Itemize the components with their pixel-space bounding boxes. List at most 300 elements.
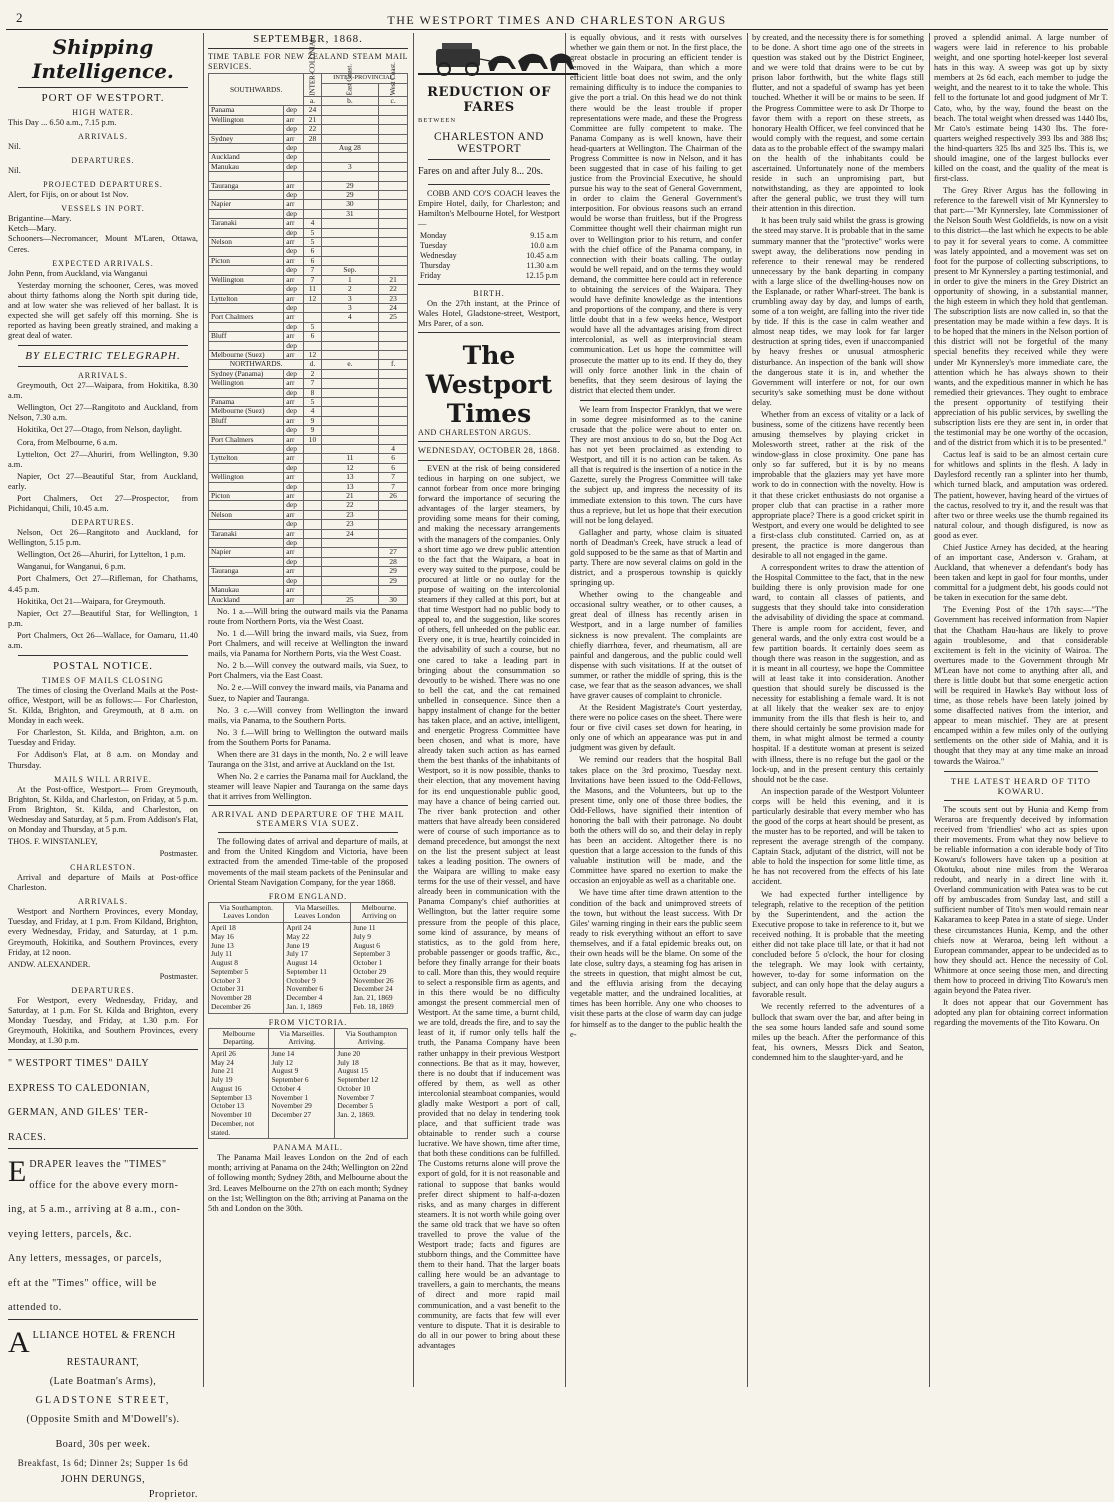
- port-cell: [209, 501, 284, 510]
- table-row: [209, 200, 408, 209]
- dep-arr-cell: arr: [284, 492, 304, 501]
- day-cell: Monday: [420, 231, 447, 241]
- date-cell: 26: [379, 492, 408, 501]
- table-row: [209, 106, 408, 115]
- advert-line: Breakfast, 1s 6d; Dinner 2s; Supper 1s 6d: [17, 1457, 189, 1468]
- timetable-note: No. 3 f.—Will bring to Wellington the outward mails from the Southern Ports for Panama.: [208, 727, 408, 747]
- date-cell: 28: [304, 134, 321, 143]
- date-cell: [321, 247, 379, 256]
- dep-arr-cell: dep: [284, 209, 304, 218]
- table-row: [209, 520, 408, 529]
- table-row: [209, 482, 408, 491]
- timetable-note: No. 2 e.—Will convey the inward mails, via Panama and Suez, to Napier and Tauranga.: [208, 683, 408, 703]
- article-text: We have time after time drawn attention to the condition of the back and unimproved streets of the town, but without the least success. With Dr Giles' warning ringing in their ears the public seem ready to risk everything without an effort to save themselves, and if a fatal epidemic breaks out, on their own heads will be the blame. On some of the late close, sultry days, a steaming fog has arisen in the streets in question, that might almost be cut, and the effluvia arising from the decaying vegetable matter, and the undrained localities, at times has been horrible. Any one who chooses to visit these parts at the close of warm day can judge for himself as to the danger to the public health the e-: [570, 888, 742, 1039]
- date-cell: [304, 313, 321, 322]
- article-text: Whether owing to the changeable and occasional sultry weather, or to other causes, a great deal of illness has recently arisen in Westport, and in a large number of families sickness is now prevalent. The complaints are chiefly diarrhœa, fever, and rheumatism, all are painful and dangerous, and the public could well dispense with such visitations. If at the outset of summer, or rather the middle of spring, this is the case, we fear that as the season advances, we shall have graver causes of complaint to chronicle.: [570, 590, 742, 700]
- charleston-departures-heading: DEPARTURES.: [71, 985, 135, 995]
- article-text: We had expected further intelligence by telegraph, relative to the reception of the petition by the Superintendent, and the action the Executive propose to take in reference to it, but we received nothing. It is probable that the meeting either did not take place till late, or that it had not concluded before 5 o'clock, the hour for closing the telegraph. We may look with certainty, however, to-day for some information on the subject, and can only hope that the delay augurs a favorable result.: [752, 889, 924, 1000]
- date-cell: 6: [304, 247, 321, 256]
- table-row: [209, 294, 408, 303]
- dep-arr-cell: arr: [284, 313, 304, 322]
- column-divider: [747, 33, 748, 1387]
- timetable-note: No. 1 a.—Will bring the outward mails via the Panama route from Northern Ports, via the West Coast.: [208, 606, 408, 626]
- dep-arr-cell: arr: [284, 115, 304, 124]
- table-row: [209, 115, 408, 124]
- date-cell: [321, 397, 379, 406]
- column-editorial: [418, 33, 560, 1387]
- coach-text: COBB AND CO'S COACH leaves the Empire Hotel, daily, for Charleston; and Hamilton's Melbourne Hotel, for Westport—: [418, 188, 560, 229]
- date-cell: [321, 426, 379, 435]
- date-cell: [321, 228, 379, 237]
- masthead: The Westport Times: [425, 341, 553, 429]
- table-row: [209, 445, 408, 454]
- port-cell: Auckland: [209, 153, 284, 162]
- dep-arr-cell: arr: [284, 181, 304, 190]
- date-cell: 23: [379, 294, 408, 303]
- dep-arr-cell: dep: [284, 445, 304, 454]
- date-cell: [379, 209, 408, 218]
- expected-text: John Penn, from Auckland, via Wanganui: [8, 268, 148, 278]
- dep-arr-cell: dep: [284, 463, 304, 472]
- date-cell: [379, 266, 408, 275]
- between-label: BETWEEN: [418, 117, 457, 124]
- port-cell: Sydney (Panama): [209, 369, 284, 378]
- letter-header: d.: [304, 360, 321, 369]
- date-cell: [304, 595, 321, 604]
- advert-line: GLADSTONE STREET,: [35, 1394, 171, 1406]
- divider: [18, 655, 188, 656]
- date-cell: 4: [304, 219, 321, 228]
- port-cell: Port Chalmers: [209, 435, 284, 444]
- date-cell: 13: [321, 473, 379, 482]
- table-row: [418, 241, 560, 251]
- date-cell: [379, 369, 408, 378]
- date-cell: 29: [379, 567, 408, 576]
- table-row: [418, 261, 560, 271]
- port-cell: Nelson: [209, 238, 284, 247]
- column-mail-timetable: [208, 33, 408, 1387]
- table-row: [209, 153, 408, 162]
- date-cell: 21: [321, 492, 379, 501]
- date-cell: [321, 548, 379, 557]
- port-cell: [209, 266, 284, 275]
- article-text: proved a splendid animal. A large number of wagers were laid in reference to his probable weight, and one sporting hotel-keeper lost several hats in this way. A sweep was got up by sixty members at 2s 6d each, each member to judge the weight, and the nearest to it to take the whole. This fell to the fortunate lot and good judgment of Mr T. Cato, who, by the way, found the beast on the beach. The total weight when dressed was 1440 lbs, Mr Cato's estimate being 1430 lbs. The fore-quarters weighed respectively 393 lbs and 388 lbs; the hind-quarters 325 lbs and 325 lbs. This is, we should imagine, one of the largest bullocks ever killed on the coast, and the quality of the meat is first-class.: [934, 33, 1108, 184]
- dep-arr-cell: arr: [284, 397, 304, 406]
- date-cell: [304, 501, 321, 510]
- mails-closing-text: The times of closing the Overland Mails at the Post-office, Westport, will be as follows:— For Charleston, St. Kilda, Brighton, and Greymouth, at 8 a.m. on Monday in each week.: [8, 685, 198, 726]
- table-row: [209, 275, 408, 284]
- date-cell: [379, 322, 408, 331]
- dep-arr-cell: arr: [284, 256, 304, 265]
- header-rule: [6, 29, 1108, 30]
- date-cell: [304, 510, 321, 519]
- table-row: [209, 125, 408, 134]
- date-cell: [379, 332, 408, 341]
- port-cell: Tauranga: [209, 181, 284, 190]
- port-cell: Picton: [209, 256, 284, 265]
- tel-arrivals-heading: ARRIVALS.: [78, 371, 128, 381]
- date-cell: 24: [304, 106, 321, 115]
- dep-arr-cell: dep: [284, 106, 304, 115]
- date-cell: [304, 172, 321, 181]
- table-cell: June 14 July 12 August 9 September 6 October 4 November 1 November 29 December 27: [269, 1048, 335, 1138]
- divider: [418, 284, 560, 285]
- table-row: [418, 251, 560, 261]
- date-cell: 25: [379, 313, 408, 322]
- dep-arr-cell: [284, 172, 304, 181]
- panama-mail-text: The Panama Mail leaves London on the 2nd of each month; arriving at Panama on the 24th; Wellington on 22nd of following month; Sydney 28th, and Melbourne about the 3rd. Leaves Melbourne on the 27th on each month; Sydney on the 1st; Wellington on the 8th; arriving at Panama on the 5th and London on the 30th.: [208, 1153, 408, 1213]
- charleston-sub: Arrival and departure of Mails at Post-office Charleston.: [8, 873, 198, 893]
- advert-line: EXPRESS TO CALEDONIAN,: [8, 1082, 151, 1094]
- dep-arr-cell: dep: [284, 388, 304, 397]
- date-cell: [304, 492, 321, 501]
- timetable-note: When there are 31 days in the month, No. 2 e will leave Tauranga on the 31st, and arrive at Auckland on the 1st.: [208, 749, 408, 769]
- date-cell: 6: [304, 332, 321, 341]
- date-cell: 21: [304, 115, 321, 124]
- table-row: [209, 416, 408, 425]
- dep-arr-cell: arr: [284, 350, 304, 359]
- date-cell: [304, 557, 321, 566]
- table-header: Melbourne. Arriving on: [351, 902, 408, 922]
- date-cell: [304, 445, 321, 454]
- postmaster-name: THOS. F. WINSTANLEY,: [8, 836, 98, 846]
- mails-arrive-text: At the Post-office, Westport— From Greymouth, Brighton, St. Kilda, and Charleston, on Friday, at 5 p.m. From Brighton, St. Kilda, and Charleston, on Wednesday and Saturday, at 5 p.m. From Addison's Flat, on Monday and Thursday, at 5 p.m.: [8, 784, 198, 834]
- mails-closing-heading: TIMES OF MAILS CLOSING: [42, 675, 164, 685]
- letter-header: f.: [379, 360, 408, 369]
- date-cell: 23: [321, 520, 379, 529]
- time-cell: 11.30 a.m: [526, 261, 558, 271]
- date-cell: 7: [304, 379, 321, 388]
- tel-arrivals-list: [8, 381, 198, 514]
- port-cell: Port Chalmers: [209, 313, 284, 322]
- date-cell: [321, 407, 379, 416]
- date-cell: 22: [321, 501, 379, 510]
- mails-closing-text: For Addison's Flat, at 8 a.m. on Monday and Thursday.: [8, 750, 198, 770]
- ceres-report: Yesterday morning the schooner, Ceres, was moved about thirty fathoms along the North spit during tide, and at low water she was relieved of her ballast. It is expected she will get safely off this morning. She is reported as having been greatly strained, and making a great deal of water.: [8, 280, 198, 341]
- from-england-heading: FROM ENGLAND.: [268, 891, 348, 901]
- table-header: Melbourne Departing.: [209, 1028, 269, 1048]
- dep-arr-cell: dep: [284, 341, 304, 350]
- northwards-label: NORTHWARDS.: [209, 360, 304, 369]
- projected-heading: PROJECTED DEPARTURES.: [43, 180, 163, 190]
- table-row: [418, 231, 560, 241]
- date-cell: 31: [321, 209, 379, 218]
- article-text: A correspondent writes to draw the attention of the Hospital Committee to the fact, that in the new building there is only provision made for one ward, to contain all classes of patients, and suggests that they should take into consideration the advisability of dividing the space at command. There is ample room for accident, fever, and general wards, and the only extra cost would be a few partition boards. It certainly does seem as though there was reason in the suggestion, and as it is meant in all courtesy, we hope the Committee will at least take it into consideration. Another question that should surely be discussed is the necessity for establishing a female ward. It is not at all likely that the weaker sex are to enjoy immunity from the ills that flesh is heir to, and there should certainly be some provision made for them, in what might almost be termed a county hospital. If a destitute woman at present is seized with illness, there is no refuge but the gaol or the lock-up, and in the present century this certainly should not be the case.: [752, 563, 924, 784]
- date-cell: [379, 125, 408, 134]
- table-cell: April 26 May 24 June 21 July 19 August 16 September 13 October 13 November 10 December, not stated.: [209, 1048, 269, 1138]
- dep-arr-cell: arr: [284, 595, 304, 604]
- article-text: An inspection parade of the Westport Volunteer corps will be held this evening, and it is particularly desirable that every member who has the good of the corps at heart should be present, as the muster has to be reported, and will be taken to represent the average strength of the company. Captain Stack, adjutant of the district, will not be able to hold the inspection for some little time, as he has not recovered from the effects of his late accident.: [752, 786, 924, 887]
- list-item: Port Chalmers, Oct 26—Wallace, for Oamaru, 11.40 a.m.: [8, 630, 198, 650]
- dep-arr-cell: dep: [284, 228, 304, 237]
- divider: [208, 805, 408, 806]
- southwards-label: SOUTHWARDS.: [209, 74, 304, 106]
- coach-illustration: [418, 39, 578, 79]
- table-row: [209, 492, 408, 501]
- day-cell: Friday: [420, 271, 441, 281]
- date-cell: Aug 28: [321, 144, 379, 153]
- telegraph-heading: BY ELECTRIC TELEGRAPH.: [25, 350, 181, 363]
- column-divider: [413, 33, 414, 1387]
- port-cell: Wellington: [209, 379, 284, 388]
- column-header: East Coast.: [321, 83, 379, 96]
- date-cell: 10: [304, 435, 321, 444]
- table-row: [209, 379, 408, 388]
- port-cell: [209, 426, 284, 435]
- dep-arr-cell: dep: [284, 426, 304, 435]
- dep-arr-cell: dep: [284, 144, 304, 153]
- date-cell: [304, 539, 321, 548]
- date-cell: [379, 586, 408, 595]
- article-text: by created, and the necessity there is for something to be done. A short time ago one of the streets in question was staked out by the District Engineer, and we were told that drains were to be cut by prison labor forthwith, but the white flags still flutter, and not a spadeful of swamp has yet been touched. Whether it will be or mains to be seen. If the Progress Committee were to ask Dr Thorpe to favor them with a report on these streets, as honorary Health Officer, we feel convinced that he would comply with the request, and some certain data as to the probable effect of the swampy malari on the health of the inhabitants could be ascertained. Unfortunately none of the members reside in such an unpromising part, but notwithstanding, as they are appointed to look after the general public, we trust they will turn their attention in this direction.: [752, 33, 924, 214]
- date-cell: 7: [379, 482, 408, 491]
- dep-arr-cell: dep: [284, 191, 304, 200]
- date-cell: [304, 144, 321, 153]
- vessels-text: Brigantine—Mary. Ketch—Mary. Schooners—Necromancer, Mount M'Laren, Ottawa, Ceres.: [8, 214, 198, 254]
- fares-text: Fares on and after July 8... 20s.: [418, 165, 543, 177]
- table-row: [209, 266, 408, 275]
- england-table: [208, 902, 408, 1014]
- list-item: Wellington, Oct 27—Rangitoto and Auckland, from Nelson, 7.30 a.m.: [8, 403, 198, 423]
- divider: [944, 800, 1098, 801]
- date-cell: 22: [304, 125, 321, 134]
- date-cell: [379, 426, 408, 435]
- table-header: Via Southampton. Leaves London: [209, 902, 284, 922]
- table-row: [418, 271, 560, 281]
- port-cell: Bluff: [209, 332, 284, 341]
- article-text: Cactus leaf is said to be an almost certain cure for whitlows and splints in the flesh. A lady in Daylesford recently ran a splinter into her thumb, which turned black, and amputation was ordered. The patient, however, having heard of the virtues of the cactus, resolved to try it, and the result was that after two or three weeks use the thumb regained its natural colour, and though disfigured, is now as good as ever.: [934, 450, 1108, 540]
- date-cell: [379, 134, 408, 143]
- date-cell: 3: [321, 294, 379, 303]
- table-row: [209, 285, 408, 294]
- high-water-times: This Day ... 6.50 a.m., 7.15 p.m.: [8, 118, 117, 127]
- dep-arr-cell: dep: [284, 539, 304, 548]
- date-cell: 4: [321, 313, 379, 322]
- date-cell: [379, 529, 408, 538]
- date-cell: 12: [321, 463, 379, 472]
- table-row: [209, 228, 408, 237]
- date-cell: [321, 416, 379, 425]
- advert-line: attended to.: [8, 1302, 62, 1314]
- table-row: [209, 256, 408, 265]
- dep-arr-cell: dep: [284, 576, 304, 585]
- table-row: [209, 557, 408, 566]
- advert-line: ing, at 5 a.m., arriving at 8 a.m., con-: [8, 1204, 181, 1216]
- shipping-intelligence-heading: Shipping Intelligence.: [32, 35, 174, 83]
- table-row: [209, 388, 408, 397]
- dep-arr-cell: arr: [284, 200, 304, 209]
- list-item: Port Chalmers, Oct 27—Prospector, from Pichidanqui, Chili, 10.45 a.m.: [8, 493, 198, 514]
- masthead-sub: AND CHARLESTON ARGUS.: [418, 428, 532, 438]
- dep-arr-cell: dep: [284, 125, 304, 134]
- date-cell: 8: [304, 388, 321, 397]
- charleston-arrivals-heading: ARRIVALS.: [78, 897, 128, 907]
- date-cell: [379, 162, 408, 171]
- dep-arr-cell: arr: [284, 416, 304, 425]
- date-cell: [379, 238, 408, 247]
- time-cell: 10.0 a.m: [530, 241, 558, 251]
- date-cell: [304, 200, 321, 209]
- date-cell: 29: [321, 191, 379, 200]
- advert-line: DRAPER leaves the "TIMES": [29, 1159, 167, 1171]
- date-cell: [321, 435, 379, 444]
- table-cell: June 20 July 18 August 15 September 12 October 10 November 7 December 5 Jan. 2, 1869.: [335, 1048, 408, 1138]
- charleston-departures-text: For Westport, every Wednesday, Friday, and Saturday, at 1 p.m. For St. Kilda and Brighton, every Monday Tuesday, and Friday, at 1.30 p.m. For Greymouth, Hokitika, and Southern Provinces, every Monday, at 1.30 p.m.: [8, 995, 198, 1046]
- port-cell: Napier: [209, 548, 284, 557]
- table-row: [209, 134, 408, 143]
- article-text: At the Resident Magistrate's Court yesterday, there were no police cases on the sheet. There were four or five civil cases set down for hearing, in only one of which an appearance was put in and judgment was given by default.: [570, 703, 742, 753]
- from-victoria-heading: FROM VICTORIA.: [268, 1017, 348, 1027]
- day-cell: Thursday: [420, 261, 451, 271]
- table-cell: April 18 May 16 June 13 July 11 August 8 September 5 October 3 October 31 November 28 December 26: [209, 923, 284, 1013]
- article-text: The Grey River Argus has the following in reference to the farewell visit of Mr Kynnersley to that part:—"Mr Kynnersley, late Commissioner of the Nelson South West Goldfields, is now on a visit to this district—the last which he expects to be able to pay it for several years to come. A committee was lately appointed, and a movement was set on foot for the purpose of collecting subscriptions, to present to Mr Kynnersley a parting testimonial, and in order to give the miners in the Grey District an opportunity of showing, in a substantial manner, the high esteem in which they hold that gentleman. The subscription lists are now called in, so that the presentation may be made within a few days. It is to be hoped that the miners in the Nelson portion of this district will not be forgetful of the many special benefits they received while they were under Mr Kynnersley's more immediate care, the attention which he has always shown to their wants, and the expeditious manner in which he has remedied their grievances. They ought to embrace the present opportunity of testifying their appreciation of his public services, by swelling the subscription lists ere they are sent in, in order that the testimonial may be one worthy of the occasion, and of the district from which it is to be presented.": [934, 186, 1108, 448]
- letter-header: b.: [321, 96, 379, 105]
- port-cell: Manukau: [209, 586, 284, 595]
- article-text: The scouts sent out by Hunia and Kemp from Weraroa are frequently deceived by information received from 'friendlies' who act as spies upon their movements. From what they now believe to be reliable information a con iderable body of Tito Kowaru's followers have taken up a position at Okotuku, about nine miles from the Weraroa redoubt, and nearly in a direct line with it. Overland communication with Patea was to be cut off by ambuscades from Sunday last, and still a sufficient number of Tito's men would remain near Kakaramea to keep Patea in a state of siege. Under these circumstances Hunia, Kemp, and the other chiefs now at Weraroa, being left without a European commander, appear to be undecided as to how they should act. Hence the necessity of Col. Whitmore at once seeing those men, and directing them how to proceed in driving Tito Kowaru's men again beyond the Patea river.: [934, 804, 1108, 996]
- date-cell: [379, 219, 408, 228]
- advert-line: Board, 30s per week.: [55, 1438, 151, 1450]
- table-row: [209, 407, 408, 416]
- table-row: [209, 454, 408, 463]
- table-row: [209, 510, 408, 519]
- date-cell: 12: [304, 350, 321, 359]
- port-cell: [209, 520, 284, 529]
- dep-arr-cell: arr: [284, 586, 304, 595]
- timetable-note: No. 3 c.—Will convey from Wellington the inward mails, via Panama, to the Southern Ports.: [208, 705, 408, 725]
- divider: [944, 771, 1098, 772]
- dep-arr-cell: arr: [284, 294, 304, 303]
- date-cell: [379, 247, 408, 256]
- date-cell: [304, 303, 321, 312]
- date-cell: 29: [321, 181, 379, 190]
- page-number: 2: [16, 10, 23, 25]
- divider: [428, 159, 550, 160]
- port-cell: Picton: [209, 492, 284, 501]
- port-cell: Nelson: [209, 510, 284, 519]
- reduction-heading: REDUCTION OF FARES: [427, 85, 551, 115]
- table-row: [209, 595, 408, 604]
- mails-arrive-heading: MAILS WILL ARRIVE.: [54, 774, 152, 784]
- date-cell: [321, 341, 379, 350]
- table-row: [209, 529, 408, 538]
- timetable-date: SEPTEMBER, 1868.: [253, 33, 363, 45]
- date-cell: 9: [304, 426, 321, 435]
- divider: [8, 1148, 198, 1149]
- dep-arr-cell: arr: [284, 548, 304, 557]
- date-cell: [304, 576, 321, 585]
- port-cell: Wellington: [209, 473, 284, 482]
- dep-arr-cell: arr: [284, 454, 304, 463]
- advert-line: (Opposite Smith and M'Dowell's).: [26, 1413, 180, 1425]
- date-cell: 4: [379, 445, 408, 454]
- dep-arr-cell: dep: [284, 285, 304, 294]
- date-cell: [379, 416, 408, 425]
- table-row: [209, 238, 408, 247]
- dep-arr-cell: dep: [284, 557, 304, 566]
- table-row: [209, 181, 408, 190]
- dep-arr-cell: dep: [284, 303, 304, 312]
- dep-arr-cell: dep: [284, 247, 304, 256]
- article-text: We learn from Inspector Franklyn, that we were in some degree misinformed as to the canine crusade that the police were about to enter on. They are most anxious to do so, but the Dog Act has not yet been proclaimed as extending to Westport, and till it is no action can be taken. As all that is required is the insertion of a notice in the Gazette, surely the Progress Committee will take the subject up, and impress the necessity of its immediate extension to this town. The curs have thus a reprieve, but let us hope that their execution will not be long delayed.: [570, 404, 742, 525]
- express-advert: [8, 1053, 198, 1145]
- list-item: Nelson, Oct 26—Rangitoto and Auckland, for Wellington, 5.15 p.m.: [8, 528, 198, 548]
- dep-arr-cell: dep: [284, 162, 304, 171]
- table-row: [209, 567, 408, 576]
- column-local-news-3: [934, 33, 1108, 1387]
- port-cell: Melbourne (Suez): [209, 407, 284, 416]
- port-cell: Melbourne (Suez): [209, 350, 284, 359]
- port-cell: [209, 247, 284, 256]
- date-cell: [379, 510, 408, 519]
- date-cell: 12: [304, 294, 321, 303]
- list-item: Hokitika, Oct 21—Waipara, for Greymouth.: [17, 596, 166, 606]
- table-row: [209, 219, 408, 228]
- newspaper-title: THE WESTPORT TIMES AND CHARLESTON ARGUS: [387, 13, 727, 27]
- table-row: [209, 313, 408, 322]
- date-cell: [379, 501, 408, 510]
- timetable-note: No. 2 b.—Will convey the outward mails, via Suez, to Port Chalmers, via the East Coast.: [208, 661, 408, 681]
- article-text: is equally obvious, and it rests with ourselves whether we gain them or not. In the first place, the great obstacle in procuring an efficient tender is removed in the Waipara, than which a more efficient little boat does not swim, and the only remaining difficulty is to induce the companies to give the port a trial. On this head we do not think there would be the least trouble if proper representations were made, and these the Progress Committee are fully competent to make. The Panama Company as is well known, have their head-quarters at Wellington. The Chairman of the Progress Committee is now in Nelson, and it has been suggested that in case of his failing to get justice from the Provincial Executive, he should pursue his way to the seat of General Government, in order to claim the General Government's interposition. For obvious reasons such an errand would be worse than fruitless, but if the Progress Committee thought well their chairman might run over to Wellington prior to his return, and confer with the chief office of the Panama company, in connection with their boats calling. The outlay would be well repaid, and on the terms they would demand, the committee here could act in reference to obtaining the services of the Waipara. They would have definite knowledge as the intentions and proportions of the company, and there is very little doubt that in a few weeks hence, Westport would have all the advantages arising from direct intercolonial, as well as interprovincial steam communication. Let us hope the committee will prosecute the matter up to its end. If they do, they will only force another link in the chain of benefits, that they seem desirous of laying the district that elected them under.: [570, 33, 742, 395]
- port-cell: Napier: [209, 200, 284, 209]
- timetable-notes: [208, 607, 408, 802]
- date-cell: [321, 322, 379, 331]
- departures-heading: DEPARTURES.: [71, 156, 135, 166]
- divider: [580, 400, 732, 401]
- date-cell: 5: [304, 228, 321, 237]
- date-cell: 5: [304, 322, 321, 331]
- column-shipping: [8, 33, 198, 1500]
- date-cell: [304, 153, 321, 162]
- port-cell: Bluff: [209, 416, 284, 425]
- table-cell: June 11 July 9 August 6 September 3 October 1 October 29 November 26 December 24 Jan. 21, 1869 Feb. 18, 1869: [351, 923, 408, 1013]
- column-divider: [203, 33, 204, 1387]
- date-cell: [379, 115, 408, 124]
- south-rows: [209, 106, 408, 360]
- date-cell: 30: [321, 200, 379, 209]
- birth-heading: BIRTH.: [473, 289, 505, 299]
- dep-arr-cell: arr: [284, 435, 304, 444]
- timetable-note: When No. 2 e carries the Panama mail for Auckland, the steamer will leave Napier and Tauranga on the same days that it arrives from Wellington.: [208, 772, 408, 802]
- letter-header: e.: [321, 360, 379, 369]
- divider: [428, 184, 550, 185]
- date-cell: [321, 379, 379, 388]
- date-cell: [304, 529, 321, 538]
- article-text: Gallagher and party, whose claim is situated north of Deadman's Creek, have struck a lead of gold supposed to be the same as that of Martin and party. There are now several claims on gold in the district, and a prosperous township is quickly springing up.: [570, 527, 742, 588]
- departures-text: Nil.: [8, 166, 21, 176]
- date-cell: [379, 200, 408, 209]
- date-cell: 22: [379, 285, 408, 294]
- arrivals-heading: ARRIVALS.: [78, 132, 128, 142]
- date-cell: [321, 388, 379, 397]
- divider: [18, 87, 188, 88]
- divider: [218, 832, 398, 833]
- draper-advert: [8, 1152, 198, 1316]
- dep-arr-cell: arr: [284, 510, 304, 519]
- port-cell: [209, 125, 284, 134]
- date-cell: [304, 586, 321, 595]
- postmaster-title: Postmaster.: [159, 849, 198, 859]
- table-row: [209, 548, 408, 557]
- date-cell: [379, 520, 408, 529]
- article-text: It has been truly said whilst the grass is growing the steed may starve. It is probable that in the same summary manner that the "protective" works were swept away, the deliberations now pending in reference to their renewal may be rendered unnecessary by the bank departing in company with a large slice of the dwelling-houses now on the Esplanade, or rather Wharf-street. The bank is crumbling away day by day, and lumps of earth, some of a ton weight, are falling into the river tide by tide. If this is the case in calm weather and almost neap tides, we may look for far larger destruction at spring tides, even if unaccompanied by heavy freshes or unusual atmospheric disturbance. An inspection of the bank will show the dangerous state it is in, and whether the Government will interfere or not, for our own security's sake something must be done without delay.: [752, 216, 924, 407]
- article-text: We recently referred to the adventures of a bullock that swam over the bar, and after being in the sea some hours landed safe and sound some miles up the beach. After the performance of this feat, his owners, Messrs Dick and Seaton, condemned him to the slaughter-yard, and he: [752, 1002, 924, 1062]
- advert-line: eft at the "Times" office, will be: [8, 1277, 157, 1289]
- dep-arr-cell: arr: [284, 567, 304, 576]
- page-header: [0, 0, 1114, 30]
- table-row: [209, 332, 408, 341]
- port-cell: Taranaki: [209, 529, 284, 538]
- date-cell: [321, 576, 379, 585]
